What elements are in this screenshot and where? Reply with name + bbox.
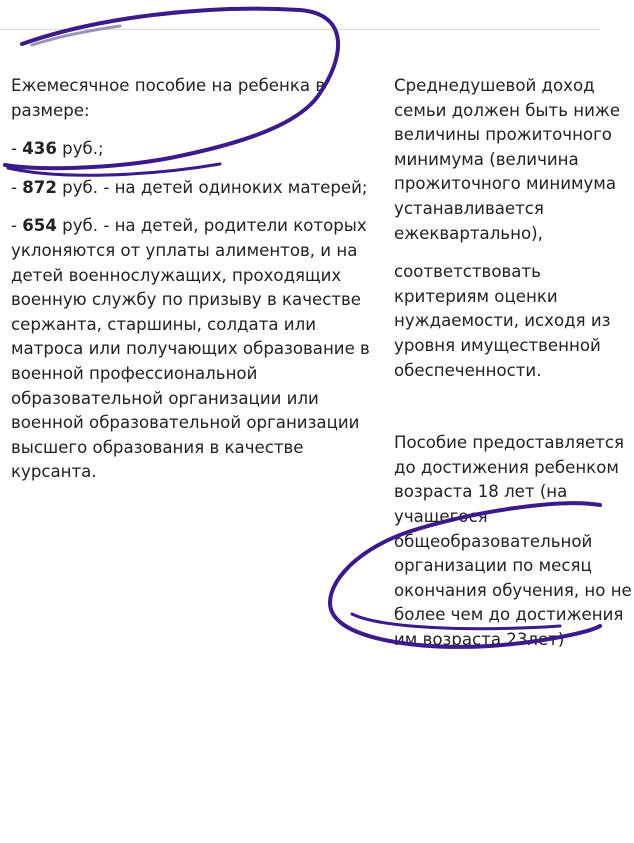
benefit-amount-single-mothers: 872 xyxy=(22,177,57,197)
column-spacer xyxy=(394,383,634,431)
condition-need-criteria: соответствовать критериям оценки нуждаемости, исходя из уровня имущественной обеспеченности. xyxy=(394,262,611,380)
conditions-column xyxy=(394,74,634,652)
condition-income: Среднедушевой доход семьи должен быть ниже величины прожиточного минимума (величина прожиточного минимума устанавливается ежеквартально), xyxy=(394,76,621,243)
benefit-item-base: - 436 руб.; xyxy=(11,139,104,159)
benefit-intro: Ежемесячное пособие на ребенка в размере: xyxy=(11,76,326,120)
benefit-item-single-mothers: - 872 руб. - на детей одиноких матерей; xyxy=(11,177,368,197)
benefit-item-alimony-military: - 654 руб. - на детей, родители которых уклоняются от уплаты алиментов, и на детей военнослужащих, проходящих военную службу по призыву в качестве сержанта, старшины, солдата или матроса или получающих образование в военной профессиональной образовательной организации или военной образовательной организации высшего образования в качестве курсанта. xyxy=(11,216,370,482)
benefit-amount-base: 436 xyxy=(22,139,57,159)
benefit-duration: Пособие предоставляется до достижения ребенком возраста 18 лет (на учащегося общеобразовательной организации по месяц окончания обучения, но не более чем до достижения им возраста 23лет) xyxy=(394,433,632,649)
benefit-amount-alimony-military: 654 xyxy=(22,216,57,236)
benefit-amounts-column xyxy=(11,74,371,485)
top-divider xyxy=(0,29,600,30)
